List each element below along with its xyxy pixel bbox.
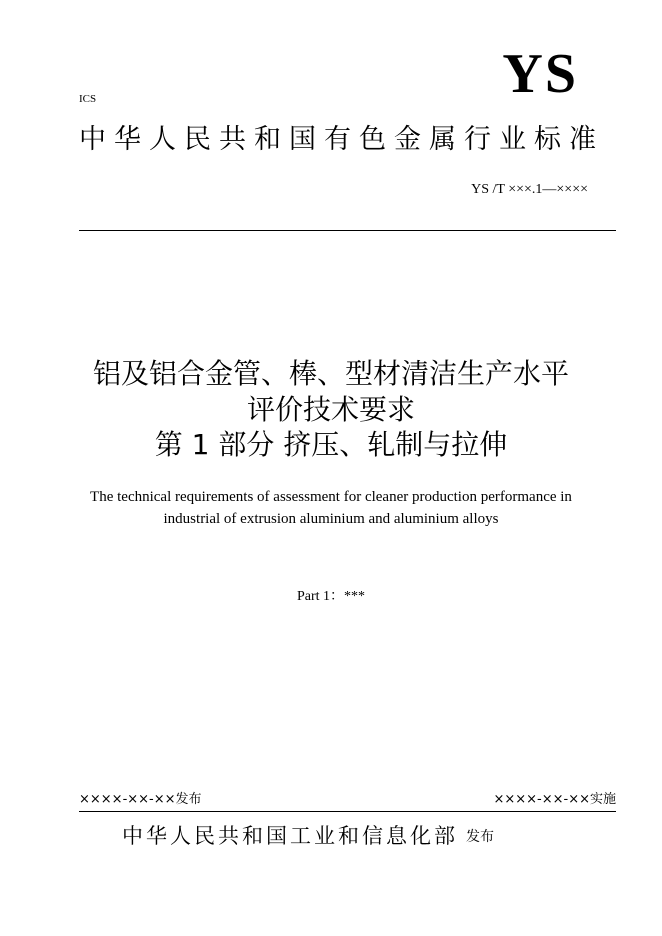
implementation-date: ××××-××-××实施 bbox=[493, 792, 616, 807]
header-divider bbox=[79, 230, 616, 231]
standard-title: 中华人民共和国有色金属行业标准 bbox=[79, 124, 604, 155]
english-title-line-2: industrial of extrusion aluminium and aluminium alloys bbox=[163, 511, 499, 527]
english-title-line-1: The technical requirements of assessment for cleaner production performance in bbox=[90, 489, 572, 505]
standard-code: YS /T ×××.1—×××× bbox=[471, 182, 588, 197]
issuer-name: 中华人民共和国工业和信息化部 bbox=[122, 824, 458, 848]
document-title-line-3: 第 1 部分 挤压、轧制与拉伸 bbox=[154, 428, 508, 461]
footer-divider bbox=[79, 811, 616, 812]
issuer bbox=[122, 822, 494, 851]
part-label: Part 1：*** bbox=[296, 589, 366, 604]
issuer-suffix: 发布 bbox=[466, 829, 494, 845]
ics-label: ICS bbox=[79, 93, 97, 105]
issue-date: ××××-××-××发布 bbox=[79, 792, 202, 807]
document-title-line-1: 铝及铝合金管、棒、型材清洁生产水平 bbox=[92, 357, 569, 390]
ys-logo: YS bbox=[502, 43, 578, 105]
document-title-line-2: 评价技术要求 bbox=[246, 393, 415, 426]
